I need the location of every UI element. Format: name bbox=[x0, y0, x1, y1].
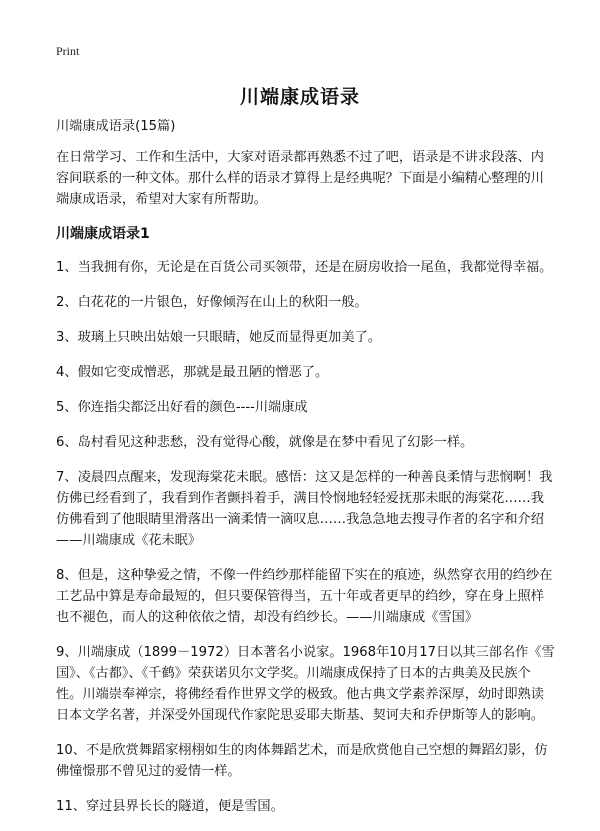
page-title: 川端康成语录 bbox=[239, 86, 360, 108]
quote-item: 9、川端康成（1899－1972）日本著名小说家。1968年10月17日以其三部名作《雪国》、《古都》、《千鹤》荣获诺贝尔文学奖。川端康成保持了日本的古典美及民族个性。川端崇奉禅宗，将佛经看作世界文学的极致。他古典文学素养深厚，幼时即熟读日本文学名著，并深受外国现代作家陀思妥耶夫斯基、契诃夫和乔伊斯等人的影响。 bbox=[56, 645, 555, 723]
quote-item: 10、不是欣赏舞蹈家栩栩如生的肉体舞蹈艺术，而是欣赏他自己空想的舞蹈幻影，仿佛憧憬那不曾见过的爱情一样。 bbox=[56, 743, 548, 779]
quote-item: 8、但是，这种挚爱之情，不像一件绉纱那样能留下实在的痕迹，纵然穿衣用的绉纱在工艺品中算是寿命最短的，但只要保管得当，五十年或者更早的绉纱，穿在身上照样也不褪色，而人的这种依依之情，却没有绉纱长。——川端康成《雪国》 bbox=[56, 568, 553, 625]
intro-paragraph: 在日常学习、工作和生活中，大家对语录都再熟悉不过了吧，语录是不讲求段落、内容间联系的一种文体。那什么样的语录才算得上是经典呢？下面是小编精心整理的川端康成语录，希望对大家有所帮助。 bbox=[56, 150, 544, 207]
section-heading: 川端康成语录1 bbox=[56, 226, 150, 242]
print-label: Print bbox=[56, 44, 80, 58]
quote-item: 7、凌晨四点醒来，发现海棠花未眠。感悟：这又是怎样的一种善良柔情与悲悯啊！我仿佛已经看到了，我看到作者颤抖着手，满目怜悯地轻轻爱抚那未眠的海棠花……我仿佛看到了他眼睛里滑落出一滴柔情一滴叹息……我急急地去搜寻作者的名字和介绍——川端康成《花未眠》 bbox=[56, 470, 553, 548]
quote-item: 11、穿过县界长长的隧道，便是雪国。 bbox=[56, 799, 284, 814]
quote-item: 1、当我拥有你，无论是在百货公司买领带，还是在厨房收拾一尾鱼，我都觉得幸福。 bbox=[56, 260, 553, 275]
quote-item: 3、玻璃上只映出姑娘一只眼睛，她反而显得更加美了。 bbox=[56, 330, 381, 345]
quote-item: 4、假如它变成憎恶，那就是最丑陋的憎恶了。 bbox=[56, 365, 329, 380]
document-subtitle: 川端康成语录(15篇) bbox=[56, 119, 176, 134]
document-body bbox=[56, 116, 556, 831]
quote-item: 6、岛村看见这种悲愁，没有觉得心酸，就像是在梦中看见了幻影一样。 bbox=[56, 435, 474, 450]
quote-item: 5、你连指尖都泛出好看的颜色----川端康成 bbox=[56, 400, 308, 415]
quote-item: 2、白花花的一片银色，好像倾泻在山上的秋阳一般。 bbox=[56, 295, 368, 310]
